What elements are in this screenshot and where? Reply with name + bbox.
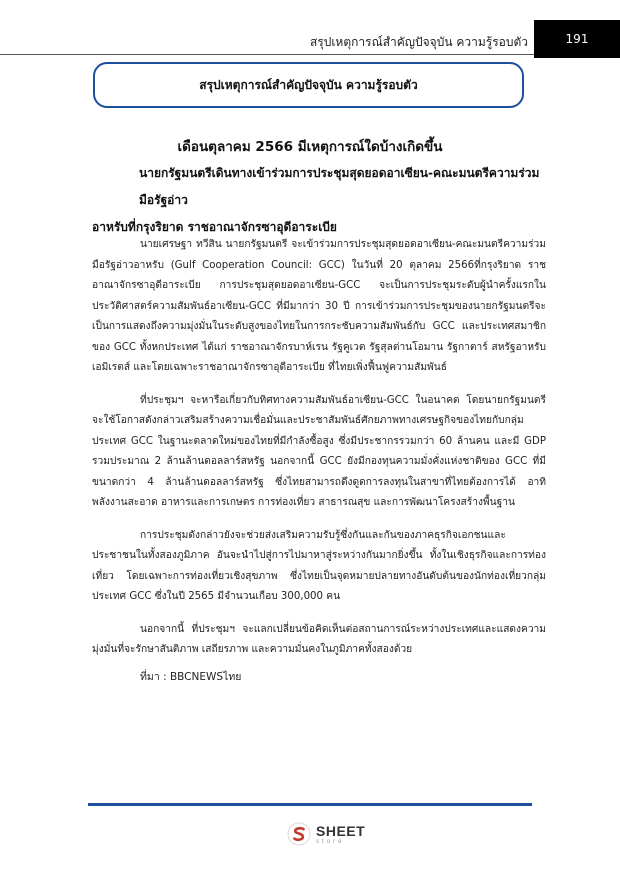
sheet-s-logo-icon xyxy=(287,822,311,846)
paragraph: การประชุมดังกล่าวยังจะช่วยส่งเสริมความรับรู้ซึ่งกันและกันของภาคธุรกิจเอกชนและประชาชนในทั้งสองภูมิภาค อันจะนำไปสู่การไปมาหาสู่ระหว่างกันมากยิ่งขึ้น ทั้งในเชิงธุรกิจและการท่องเที่ยว โดยเฉพาะการท่องเที่ยวเชิงสุขภาพ ซึ่งไทยเป็นจุดหมายปลายทางอันดับต้นของนักท่องเที่ยวกลุ่มประเทศ GCC ซึ่งในปี 2565 มีจำนวนเกือบ 300,000 คน xyxy=(92,529,546,602)
paragraph: นายเศรษฐา ทวีสิน นายกรัฐมนตรี จะเข้าร่วมการประชุมสุดยอดอาเซียน-คณะมนตรีความร่วมมือรัฐอ่าวอาหรับ (Gulf Cooperation Council: GCC) ในวันที่ 20 ตุลาคม 2566ที่กรุงริยาด ราชอาณาจักรซาอุดีอาระเบีย การประชุมสุดยอดอาเซียน-GCC จะเป็นการประชุมระดับผู้นำครั้งแรกในประวัติศาสตร์ความสัมพันธ์อาเซียน-GCC ที่มีมากว่า 30 ปี การเข้าร่วมการประชุมของนายกรัฐมนตรีจะเป็นการแสดงถึงความมุ่งมั่นในระดับสูงของไทยในการกระชับความสัมพันธ์กับ GCC และประเทศสมาชิกของ GCC ทั้งหกประเทศ ได้แก่ ราชอาณาจักรบาห์เรน รัฐคูเวต รัฐสุลต่านโอมาน รัฐกาตาร์ สหรัฐอาหรับเอมิเรตส์ และโดยเฉพาะราชอาณาจักรซาอุดีอาระเบีย ที่ไทยเพิ่งฟื้นฟูความสัมพันธ์ xyxy=(92,239,546,373)
footer-logo xyxy=(287,822,365,846)
page-number-badge xyxy=(534,20,620,58)
news-title-line-2: อาหรับที่กรุงริยาด ราชอาณาจักรซาอุดีอาระเบีย xyxy=(92,220,337,234)
header-divider xyxy=(0,54,534,55)
title-box xyxy=(93,62,524,108)
brand-main: SHEET xyxy=(316,822,366,839)
footer-divider xyxy=(88,803,532,806)
brand-sub: store xyxy=(316,838,345,845)
brand-text xyxy=(316,824,365,845)
paragraph: ที่ประชุมฯ จะหารือเกี่ยวกับทิศทางความสัมพันธ์อาเซียน-GCC ในอนาคต โดยนายกรัฐมนตรีจะใช้โอกาสดังกล่าวเสริมสร้างความเชื่อมั่นและประชาสัมพันธ์ศักยภาพทางเศรษฐกิจของไทยกับกลุ่มประเทศ GCC ในฐานะตลาดใหม่ของไทยที่มีกำลังซื้อสูง ซึ่งมีประชากรรวมกว่า 60 ล้านคน และมี GDP รวมประมาณ 2 ล้านล้านดอลลาร์สหรัฐ นอกจากนี้ GCC ยังมีกองทุนความมั่งคั่งแห่งชาติของ GCC ที่มีขนาดกว่า 4 ล้านล้านดอลลาร์สหรัฐ ซึ่งไทยสามารถดึงดูดการลงทุนในสาขาที่ไทยต้องการได้ อาทิ พลังงานสะอาด อาหารและการเกษตร การท่องเที่ยว สาธารณสุข และการพัฒนาโครงสร้างพื้นฐาน xyxy=(92,394,546,508)
running-header: สรุปเหตุการณ์สำคัญปัจจุบัน ความรู้รอบตัว xyxy=(309,35,528,49)
page-number: 191 xyxy=(565,32,589,46)
title-box-label: สรุปเหตุการณ์สำคัญปัจจุบัน ความรู้รอบตัว xyxy=(199,77,418,92)
article-body xyxy=(92,235,546,673)
news-title xyxy=(92,160,549,241)
news-title-line-1: นายกรัฐมนตรีเดินทางเข้าร่วมการประชุมสุดยอดอาเซียน-คณะมนตรีความร่วมมือรัฐอ่าว xyxy=(139,166,540,207)
paragraph: นอกจากนี้ ที่ประชุมฯ จะแลกเปลี่ยนข้อคิดเห็นต่อสถานการณ์ระหว่างประเทศและแสดงความมุ่งมั่นที่จะรักษาสันติภาพ เสถียรภาพ และความมั่นคงในภูมิภาคทั้งสองด้วย xyxy=(92,623,546,655)
source-citation: ที่มา : BBCNEWSไทย xyxy=(140,671,242,683)
month-heading: เดือนตุลาคม 2566 มีเหตุการณ์ใดบ้างเกิดขึ้น xyxy=(177,139,443,155)
